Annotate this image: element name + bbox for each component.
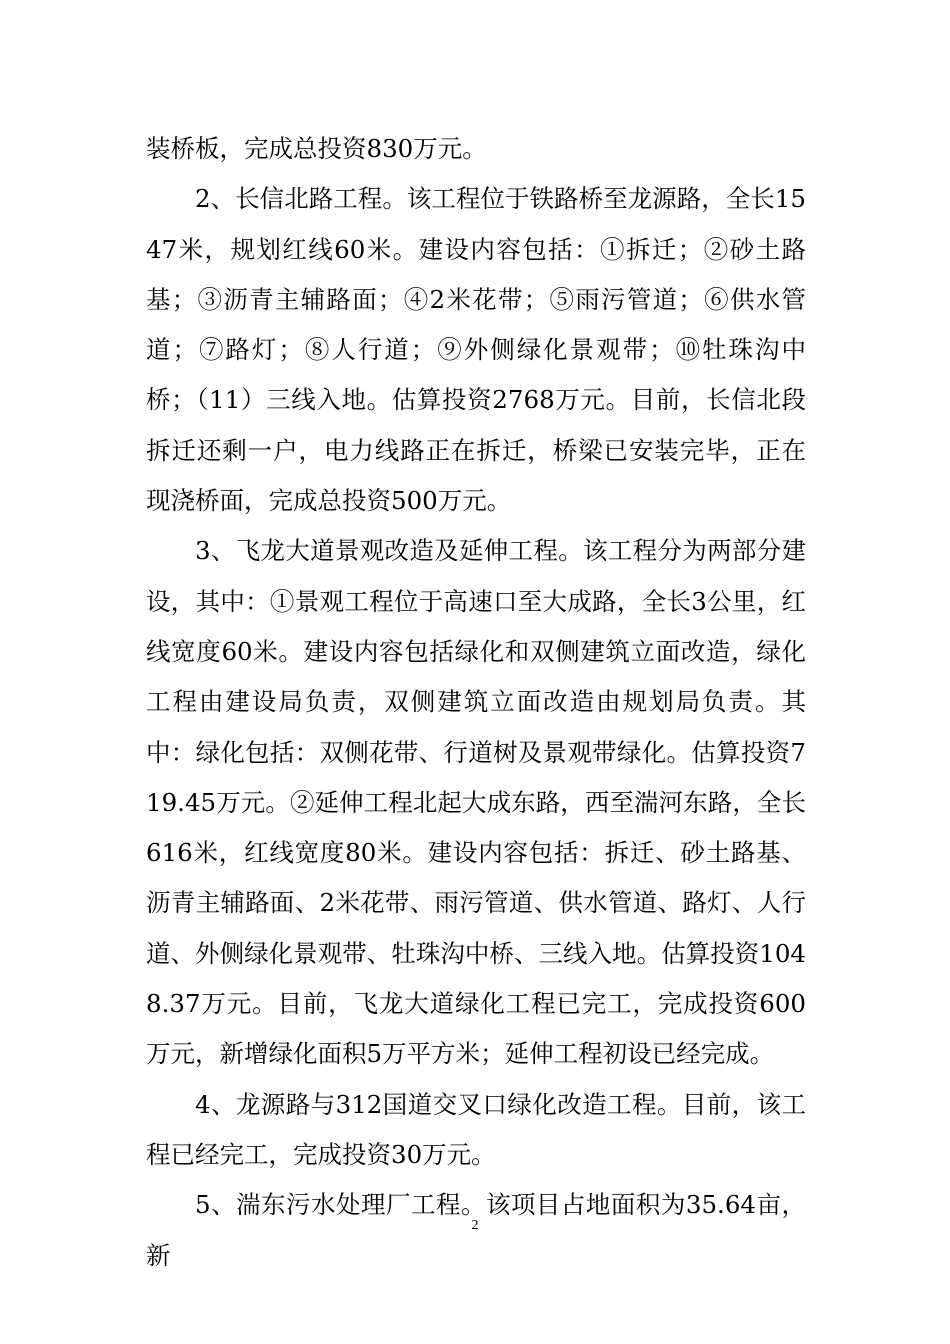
paragraph-feilong-avenue: 3、飞龙大道景观改造及延伸工程。该工程分为两部分建设，其中：①景观工程位于高速口至大成路，全长3公里，红线宽度60米。建设内容包括绿化和双侧建筑立面改造，绿化工程由建设局负责，双侧建筑立面改造由规划局负责。其中：绿化包括：双侧花带、行道树及景观带绿化。估算投资719.45万元。②延伸工程北起大成东路，西至湍河东路，全长616米，红线宽度80米。建设内容包括：拆迁、砂土路基、沥青主辅路面、2米花带、雨污管道、供水管道、路灯、人行道、外侧绿化景观带、牡珠沟中桥、三线入地。估算投资1048.37万元。目前，飞龙大道绿化工程已完工，完成投资600万元，新增绿化面积5万平方米；延伸工程初设已经完成。 — [146, 536, 806, 1069]
paragraph-changxin-road: 2、长信北路工程。该工程位于铁路桥至龙源路，全长1547米，规划红线60米。建设内容包括：①拆迁；②砂土路基；③沥青主辅路面；④2米花带；⑤雨污管道；⑥供水管道；⑦路灯；⑧人行道；⑨外侧绿化景观带；⑩牡珠沟中桥；（11）三线入地。估算投资2768万元。目前，长信北段拆迁还剩一户，电力线路正在拆迁，桥梁已安装完毕，正在现浇桥面，完成总投资500万元。 — [146, 184, 806, 516]
document-body — [146, 124, 806, 1281]
paragraph-sewage-plant: 5、湍东污水处理厂工程。该项目占地面积为35.64亩，新 — [146, 1190, 806, 1270]
paragraph-continuation: 装桥板，完成总投资830万元。 — [146, 134, 487, 163]
paragraph-longyuan-intersection: 4、龙源路与312国道交叉口绿化改造工程。目前，该工程已经完工，完成投资30万元。 — [146, 1089, 806, 1169]
page-number: 2 — [471, 1218, 479, 1233]
